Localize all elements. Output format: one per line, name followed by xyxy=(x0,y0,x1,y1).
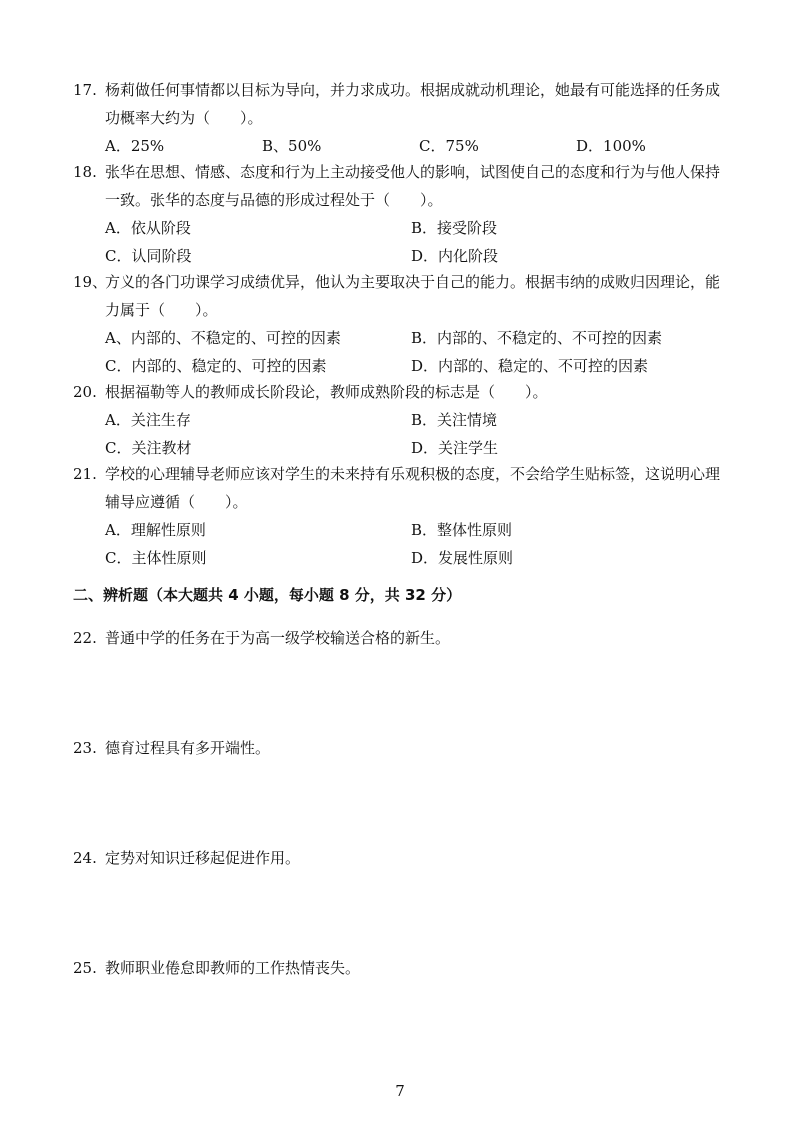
section-title: 二、辨析题（本大题共 4 小题，每小题 8 分，共 32 分） xyxy=(73,586,462,604)
page-number: 7 xyxy=(395,1082,405,1100)
judge-question-24 xyxy=(73,844,300,872)
option-a: A．关注生存 xyxy=(105,411,191,429)
question-21 xyxy=(73,460,733,572)
question-number: 17. xyxy=(73,81,97,99)
question-stem: 张华在思想、情感、态度和行为上主动接受他人的影响，试图使自己的态度和行为与他人保持一致。张华的态度与品德的形成过程处于（ ）。 xyxy=(105,163,721,209)
option-a: A．25% xyxy=(105,137,165,155)
question-20 xyxy=(73,378,733,462)
question-text: 德育过程具有多开端性。 xyxy=(105,739,271,757)
option-d: D．发展性原则 xyxy=(411,549,514,567)
option-b: B．整体性原则 xyxy=(411,521,513,539)
question-number: 22. xyxy=(73,629,97,647)
question-text: 普通中学的任务在于为高一级学校输送合格的新生。 xyxy=(105,629,451,647)
question-number: 20. xyxy=(73,383,97,401)
option-d: D．内化阶段 xyxy=(411,247,499,265)
option-a: A．理解性原则 xyxy=(105,521,206,539)
options-row xyxy=(73,132,733,160)
option-a: A．依从阶段 xyxy=(105,219,191,237)
question-stem: 根据福勒等人的教师成长阶段论，教师成熟阶段的标志是（ ）。 xyxy=(105,383,548,401)
options-grid xyxy=(73,406,733,462)
option-c: C．认同阶段 xyxy=(105,247,192,265)
question-number: 19、 xyxy=(73,273,108,291)
option-c: C．关注教材 xyxy=(105,439,192,457)
options-grid xyxy=(73,324,733,380)
option-d: D．内部的、稳定的、不可控的因素 xyxy=(411,357,649,375)
option-c: C．75% xyxy=(419,137,479,155)
question-number: 24. xyxy=(73,849,97,867)
question-stem: 杨莉做任何事情都以目标为导向，并力求成功。根据成就动机理论，她最有可能选择的任务成功概率大约为（ ）。 xyxy=(105,81,721,127)
option-c: C．内部的、稳定的、可控的因素 xyxy=(105,357,327,375)
option-c: C．主体性原则 xyxy=(105,549,207,567)
question-number: 21. xyxy=(73,465,97,483)
judge-question-23 xyxy=(73,734,270,762)
option-d: D．100% xyxy=(576,137,646,155)
question-stem: 方义的各门功课学习成绩优异，他认为主要取决于自己的能力。根据韦纳的成败归因理论，能力属于（ ）。 xyxy=(105,273,721,319)
option-b: B．关注情境 xyxy=(411,411,498,429)
question-18 xyxy=(73,158,733,270)
option-b: B、50% xyxy=(262,137,322,155)
question-stem: 学校的心理辅导老师应该对学生的未来持有乐观积极的态度，不会给学生贴标签，这说明心理辅导应遵循（ ）。 xyxy=(105,465,721,511)
judge-question-22 xyxy=(73,624,450,652)
question-text: 教师职业倦怠即教师的工作热情丧失。 xyxy=(105,959,361,977)
option-b: B．内部的、不稳定的、不可控的因素 xyxy=(411,329,663,347)
question-number: 18. xyxy=(73,163,97,181)
option-b: B．接受阶段 xyxy=(411,219,498,237)
options-grid xyxy=(73,516,733,572)
question-number: 23. xyxy=(73,739,97,757)
option-a: A、内部的、不稳定的、可控的因素 xyxy=(105,329,341,347)
question-17 xyxy=(73,76,733,160)
question-number: 25. xyxy=(73,959,97,977)
question-19 xyxy=(73,268,733,380)
judge-question-25 xyxy=(73,954,360,982)
option-d: D．关注学生 xyxy=(411,439,499,457)
question-text: 定势对知识迁移起促进作用。 xyxy=(105,849,301,867)
options-grid xyxy=(73,214,733,270)
